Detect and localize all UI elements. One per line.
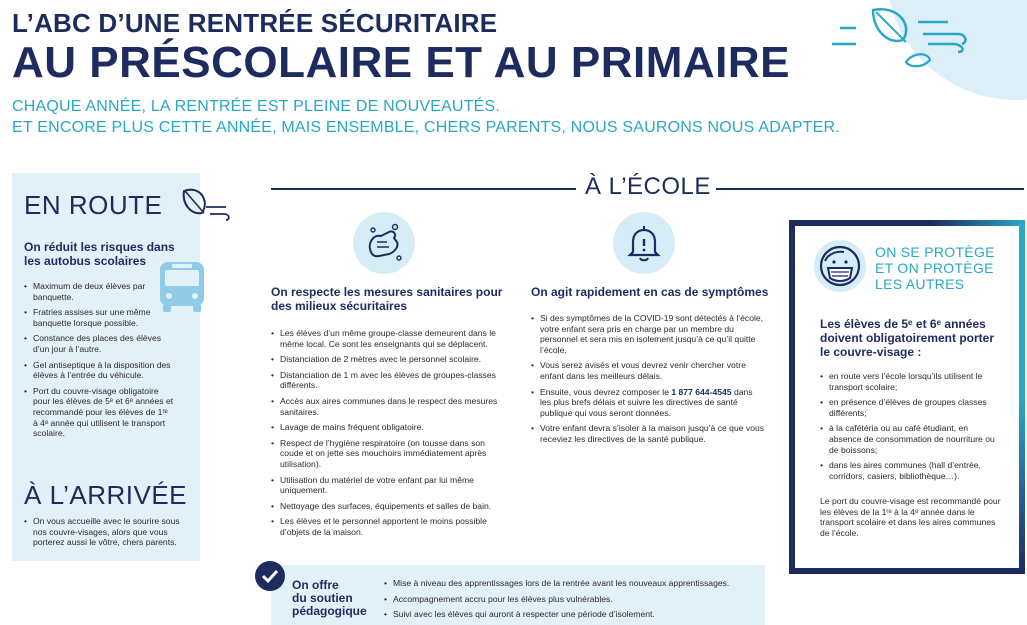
ecole-title: À L’ÉCOLE [585,173,711,200]
soutien-head [292,579,367,618]
protection-list [820,371,1000,486]
en-route-title: EN ROUTE [24,190,163,220]
intro-line-2: ET ENCORE PLUS CETTE ANNÉE, MAIS ENSEMBLE, CHERS PARENTS, NOUS SAURONS NOUS ADAPTER. [12,119,840,136]
protection-title-line: ON SE PROTÈGE [875,244,995,260]
mask-face-icon [814,240,866,292]
page-subtitle: L’ABC D’UNE RENTRÉE SÉCURITAIRE [12,8,498,38]
col1-head: On respecte les mesures sanitaires pour des milieux sécuritaires [271,285,503,313]
list-item: • Fratries assises sur une même banquette lorsque possible. [24,307,174,328]
phone-number: 1 877 644-4545 [671,386,732,397]
list-item: • Les élèves et le personnel apportent le moins possible d’objets de la maison. [271,516,509,537]
soutien-list [384,578,764,625]
list-item: • Votre enfant devra s’isoler à la maison jusqu’à ce que vous receviez les directives de la santé publique. [531,423,765,444]
intro-line-1: CHAQUE ANNÉE, LA RENTRÉE EST PLEINE DE NOUVEAUTÉS. [12,98,501,115]
col2-head: On agit rapidement en cas de symptômes [531,285,769,299]
protection-note: Le port du couvre-visage est recommandé pour les élèves de la 1ʳᵉ à la 4ᵉ année dans le transport scolaire et dans les aires communes de l’école. [820,496,1001,538]
handwash-icon [353,212,415,274]
protection-title-line: ET ON PROTÈGE [875,260,994,276]
divider-right [716,188,1024,190]
list-item: • Nettoyage des surfaces, équipements et salles de bain. [271,501,509,512]
arrivee-title: À L’ARRIVÉE [24,480,188,510]
check-icon [255,561,285,591]
phone-text-before: Ensuite, vous devrez composer le [540,386,672,397]
list-item: • à la cafétéria ou au café étudiant, en absence de consommation de nourriture ou de boissons; [820,423,1000,455]
list-item: • en route vers l’école lorsqu’ils utilisent le transport scolaire; [820,371,1000,392]
list-item: • Maximum de deux élèves par banquette. [24,281,174,302]
protection-box-accent-right [1019,220,1025,574]
list-item: • Si des symptômes de la COVID-19 sont détectés à l’école, votre enfant sera pris en charge par un membre du personnel et sera mis en isolement jusqu’à ce qu’il quitte l’école. [531,313,765,355]
col2-list [531,313,765,450]
list-item: • Constance des places des élèves d’un jour à l’autre. [24,333,174,354]
protection-title-line: LES AUTRES [875,276,965,292]
soutien-head-line: du soutien [292,591,353,605]
bell-icon [613,212,675,274]
arrivee-list [24,516,194,553]
list-item: • Vous serez avisés et vous devrez venir chercher votre enfant dans les meilleurs délais. [531,360,765,381]
list-item: • Respect de l’hygiène respiratoire (on tousse dans son coude et on jette ses mouchoirs immédiatement après utilisation). [271,438,509,470]
list-item: • Distanciation de 2 mètres avec le personnel scolaire. [271,354,509,365]
list-item: • Utilisation du matériel de votre enfant par lui même uniquement. [271,475,509,496]
protection-box-accent-top [789,220,1025,226]
page-title: AU PRÉSCOLAIRE ET AU PRIMAIRE [12,38,791,87]
list-item [531,387,765,419]
mask-face-icon-circle [814,240,866,292]
handwash-icon-circle [353,212,415,274]
list-item: • Les élèves d’un même groupe-classe demeurent dans le même local. Ce sont les enseignants qui se déplacent. [271,328,509,349]
list-item: • dans les aires communes (hall d’entrée, corridors, casiers, bibliothèque…). [820,460,1000,481]
check-icon-circle [255,561,285,591]
list-item: • en présence d’élèves de groupes classes différents; [820,397,1000,418]
list-item: • Gel antiseptique à la disposition des élèves à l’entrée du véhicule. [24,360,174,381]
leaf-wind-small-icon [180,183,234,223]
phone-text-after: dans les plus brefs délais et suivre les directives de santé publique qui vous seront données. [540,386,753,418]
soutien-head-line: On offre [292,578,339,592]
list-item: • Lavage de mains fréquent obligatoire. [271,422,509,433]
soutien-head-line: pédagogique [292,604,367,618]
en-route-list [24,281,174,444]
list-item: • Accès aux aires communes dans le respect des mesures sanitaires. [271,396,509,417]
protection-head: Les élèves de 5ᵉ et 6ᵉ années doivent obligatoirement porter le couvre-visage : [820,317,995,359]
list-item: • Distanciation de 1 m avec les élèves de groupes-classes différents. [271,370,509,391]
col1-list [271,328,509,543]
list-item: • Suivi avec les élèves qui auront à respecter une période d’isolement. [384,609,764,620]
divider-left [271,188,576,190]
bell-icon-circle [613,212,675,274]
list-item: • On vous accueille avec le sourire sous nos couvre-visages, alors que vous porterez aussi le vôtre, chers parents. [24,516,194,548]
leaf-wind-icon [828,0,978,75]
list-item: • Accompagnement accru pour les élèves plus vulnérables. [384,594,764,605]
list-item: • Port du couvre-visage obligatoire pour les élèves de 5ᵉ et 6ᵉ années et recommandé pour les élèves de 1ʳᵉ à 4ᵉ année qui utilisent le transport scolaire. [24,386,174,439]
en-route-subhead: On réduit les risques dans les autobus scolaires [24,240,175,268]
protection-title [875,244,995,292]
list-item: • Mise à niveau des apprentissages lors de la rentrée avant les nouveaux apprentissages. [384,578,764,589]
